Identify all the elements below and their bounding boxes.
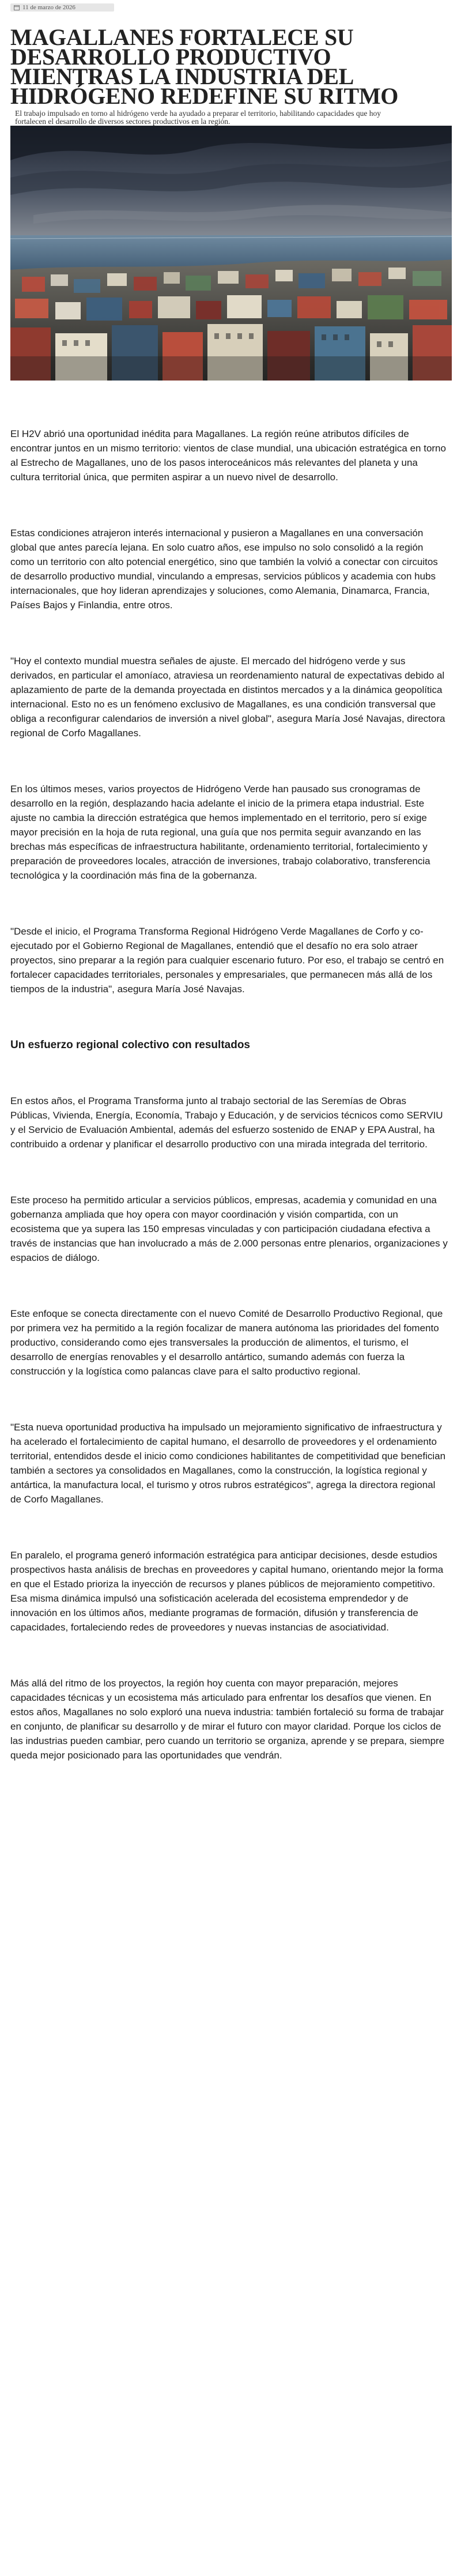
- article-title: MAGALLANES FORTALECE SU DESARROLLO PRODUCTIVO MIENTRAS LA INDUSTRIA DEL HIDRÓGENO REDEFINE SU RITMO: [10, 24, 399, 109]
- article-paragraph: "Esta nueva oportunidad productiva ha impulsado un mejoramiento significativo de infraestructura y ha acelerado el fortalecimiento de capital humano, el desarrollo de proveedores y el ordenamiento territorial, entendidos desde el inicio como condiciones habilitantes de competitividad que benefician también a sectores ya consolidados en Magallanes, como la construcción, la logística regional y antártica, la manufactura local, el turismo y otros rubros estratégicos", agrega la directora regional de Corfo Magallanes.: [10, 1422, 446, 1505]
- publish-date: 11 de marzo de 2026: [22, 4, 75, 11]
- article-paragraph: Estas condiciones atrajeron interés internacional y pusieron a Magallanes en una conversación global que antes parecía lejana. En solo cuatro años, ese impulso no solo consolidó a la región como un territorio con alto potencial energético, sino que también la volvió a conectar con circuitos de desarrollo productivo mundial, vinculando a empresas, servicios públicos y academia con hubs internacionales, que hoy lideran aprendizajes y soluciones, como Alemania, Dinamarca, Francia, Países Bajos y Finlandia, entre otros.: [10, 528, 438, 611]
- calendar-icon: [14, 5, 20, 10]
- article-paragraph: En estos años, el Programa Transforma junto al trabajo sectorial de las Seremías de Obras Públicas, Vivienda, Energía, Economía, Trabajo y Educación, y de servicios técnicos como SERVIU y el Servicio de Evaluación Ambiental, además del esfuerzo sostenido de ENAP y EPA Austral, ha contribuido a ordenar y planificar el desarrollo productivo con una mirada integrada del territorio.: [10, 1095, 443, 1150]
- article-subtitle: El trabajo impulsado en torno al hidrógeno verde ha ayudado a preparar el territorio, habilitando capacidades que hoy fortalecen el desarrollo de diversos sectores productivos en la región.: [15, 109, 381, 126]
- article-body: [10, 427, 448, 1804]
- hero-image: [10, 126, 452, 381]
- article-paragraph: Este enfoque se conecta directamente con el nuevo Comité de Desarrollo Productivo Regional, que por primera vez ha permitido a la región focalizar de manera autónoma las prioridades del fomento productivo, considerando como ejes transversales la producción de alimentos, el turismo, el desarrollo de energías renovables y el desarrollo antártico, sumando además con fuerza la construcción y la logística como palancas clave para el salto productivo regional.: [10, 1308, 443, 1377]
- article-paragraph: "Desde el inicio, el Programa Transforma Regional Hidrógeno Verde Magallanes de Corfo y co-ejecutado por el Gobierno Regional de Magallanes, entendió que el desafío no era solo atraer proyectos, sino preparar a la región para cualquier escenario futuro. Por eso, el trabajo se centró en fortalecer capacidades territoriales, personales y empresariales, que permanecen más allá de los tiempos de la industria", asegura María José Navajas.: [10, 926, 444, 995]
- article-paragraph: En paralelo, el programa generó información estratégica para anticipar decisiones, desde estudios prospectivos hasta análisis de brechas en proveedores y capital humano, orientando mejor la forma en que el Estado prioriza la inyección de recursos y planes públicos de mejoramiento competitivo. Esa misma dinámica impulsó una sofisticación acelerada del ecosistema emprendedor y de innovación en los últimos años, mediante programas de formación, difusión y transferencia de capacidades, fortaleciendo redes de proveedores y nuevas instancias de asociatividad.: [10, 1550, 444, 1633]
- article-paragraph: Este proceso ha permitido articular a servicios públicos, empresas, academia y comunidad en una gobernanza ampliada que hoy opera con mayor coordinación y visión compartida, con un ecosistema que ya supera las 150 empresas vinculadas y con participación ciudadana efectiva a través de instancias que han involucrado a más de 2.000 personas entre plenarios, organizaciones y espacios de diálogo.: [10, 1195, 448, 1263]
- article-paragraph: "Hoy el contexto mundial muestra señales de ajuste. El mercado del hidrógeno verde y sus derivados, en particular el amoníaco, atraviesa un reordenamiento natural de expectativas debido al aplazamiento de parte de la demanda proyectada en distintos mercados y a la dinámica geopolítica internacional. Esto no es un fenómeno exclusivo de Magallanes, es una condición transversal que obliga a reconfigurar calendarios de inversión a nivel global", asegura María José Navajas, directora regional de Corfo Magallanes.: [10, 656, 445, 739]
- section-heading: Un esfuerzo regional colectivo con resultados: [10, 1039, 250, 1051]
- article-paragraph: Más allá del ritmo de los proyectos, la región hoy cuenta con mayor preparación, mejores capacidades técnicas y un ecosistema más articulado para enfrentar los desafíos que vienen. En estos años, Magallanes no solo exploró una nueva industria: también fortaleció su forma de trabajar en conjunto, de planificar su desarrollo y de mirar el futuro con mayor claridad. Porque los ciclos de las industrias pueden cambiar, pero cuando un territorio se organiza, aprende y se prepara, siempre queda mejor posicionado para las oportunidades que vendrán.: [10, 1678, 445, 1761]
- article-paragraph: El H2V abrió una oportunidad inédita para Magallanes. La región reúne atributos difíciles de encontrar juntos en un mismo territorio: vientos de clase mundial, una ubicación estratégica en torno al Estrecho de Magallanes, uno de los pasos interoceánicos más relevantes del planeta y una cultura territorial única, que permiten aspirar a un nuevo nivel de desarrollo.: [10, 428, 446, 483]
- date-tag: [10, 3, 114, 12]
- article-paragraph: En los últimos meses, varios proyectos de Hidrógeno Verde han pausado sus cronogramas de desarrollo en la región, desplazando hacia adelante el inicio de la primera etapa industrial. Este ajuste no cambia la dirección estratégica que hemos implementado en el territorio, pero sí exige mayor precisión en la hoja de ruta regional, una guía que nos permita seguir avanzando en las brechas más específicas de infraestructura habilitante, ordenamiento territorial, fortalecimiento y preparación de proveedores locales, atracción de inversiones, trabajo colaborativo, transferencia tecnológica y la coordinación más fina de la gobernanza.: [10, 784, 430, 881]
